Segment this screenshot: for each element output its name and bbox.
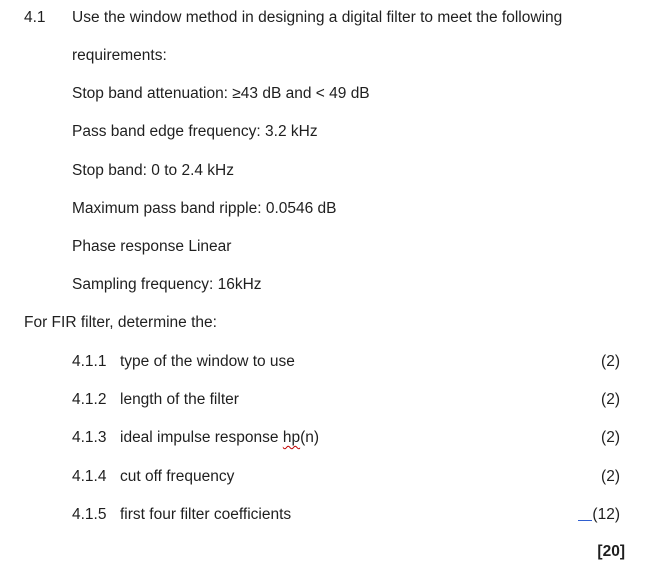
- subquestion-text: first four filter coefficients: [120, 506, 292, 523]
- subquestion-marks: (2): [601, 468, 620, 485]
- requirement-stop-band-attenuation: Stop band attenuation: ≥43 dB and < 49 dB: [72, 85, 370, 102]
- subquestion-number: 4.1.1: [72, 353, 107, 370]
- question-intro-line-1: Use the window method in designing a digital filter to meet the following: [72, 9, 563, 26]
- question-intro-line-2: requirements:: [72, 47, 167, 64]
- subquestion-marks: (12): [592, 506, 620, 523]
- requirement-pass-band-ripple: Maximum pass band ripple: 0.0546 dB: [72, 200, 337, 217]
- subquestion-marks: (2): [601, 353, 620, 370]
- subquestion-text: type of the window to use: [120, 353, 295, 370]
- tab-leader-mark: [578, 520, 592, 521]
- subquestion-text-part: ideal impulse response: [120, 429, 283, 446]
- lead-in-text: For FIR filter, determine the:: [24, 314, 217, 331]
- requirement-phase-response: Phase response Linear: [72, 238, 232, 255]
- subquestion-number: 4.1.5: [72, 506, 107, 523]
- requirement-pass-band-edge: Pass band edge frequency: 3.2 kHz: [72, 123, 318, 140]
- subquestion-text: length of the filter: [120, 391, 239, 408]
- subquestion-number: 4.1.2: [72, 391, 107, 408]
- requirement-stop-band: Stop band: 0 to 2.4 kHz: [72, 162, 234, 179]
- spellcheck-flagged-word[interactable]: hp: [282, 429, 301, 446]
- subquestion-marks: (2): [601, 429, 620, 446]
- subquestion-text-part: (n): [300, 429, 320, 446]
- total-marks: [20]: [597, 543, 625, 560]
- subquestion-marks-wrapper: [578, 505, 620, 525]
- subquestion-marks: (2): [601, 391, 620, 408]
- subquestion-number: 4.1.3: [72, 429, 107, 446]
- subquestion-text: cut off frequency: [120, 468, 235, 485]
- question-number: 4.1: [24, 9, 46, 26]
- subquestion-text: [120, 428, 319, 448]
- requirement-sampling-frequency: Sampling frequency: 16kHz: [72, 276, 262, 293]
- subquestion-number: 4.1.4: [72, 468, 107, 485]
